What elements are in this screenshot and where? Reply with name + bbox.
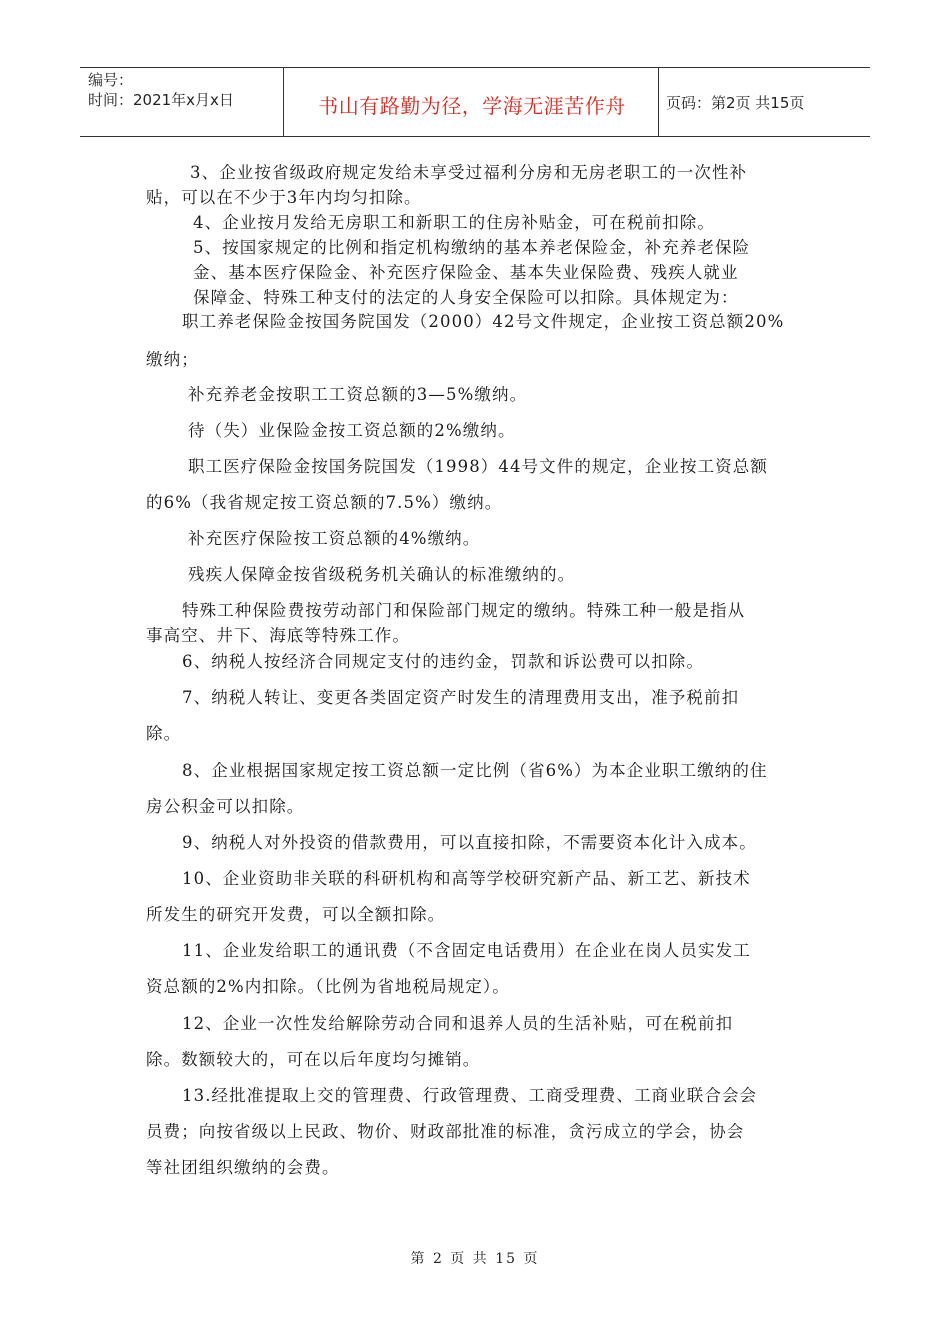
header-page-code: 页码：第2页 共15页 xyxy=(666,94,805,112)
text-line: 特殊工种保险费按劳动部门和保险部门规定的缴纳。特殊工种一般是指从 xyxy=(182,601,746,620)
text-line: 8、企业根据国家规定按工资总额一定比例（省6%）为本企业职工缴纳的住 xyxy=(182,761,768,780)
text-line: 职工养老保险金按国务院国发（2000）42号文件规定，企业按工资总额20% xyxy=(182,312,785,331)
text-line: 3、企业按省级政府规定发给未享受过福利分房和无房老职工的一次性补 xyxy=(190,163,748,182)
text-line: 10、企业资助非关联的科研机构和高等学校研究新产品、新工艺、新技术 xyxy=(182,869,751,888)
text-line: 4、企业按月发给无房职工和新职工的住房补贴金，可在税前扣除。 xyxy=(193,213,715,232)
text-line: 资总额的2%内扣除。（比例为省地税局规定）。 xyxy=(146,977,510,996)
text-line: 员费；向按省级以上民政、物价、财政部批准的标准，贪污成立的学会，协会 xyxy=(146,1122,745,1141)
text-line: 缴纳； xyxy=(146,350,199,369)
header-motto: 书山有路勤为径，学海无涯苦作舟 xyxy=(318,94,626,118)
time-label: 时间：2021年x月x日 xyxy=(88,91,234,109)
text-line: 保障金、特殊工种支付的法定的人身安全保险可以扣除。具体规定为： xyxy=(193,288,739,307)
text-line: 除。数额较大的，可在以后年度均匀摊销。 xyxy=(146,1050,481,1069)
text-line: 职工医疗保险金按国务院国发（1998）44号文件的规定，企业按工资总额 xyxy=(188,457,768,476)
page-header xyxy=(80,67,870,137)
header-meta xyxy=(88,70,288,110)
text-line: 9、纳税人对外投资的借款费用，可以直接扣除，不需要资本化计入成本。 xyxy=(182,833,757,852)
text-line: 待（失）业保险金按工资总额的2%缴纳。 xyxy=(188,421,516,440)
text-line: 残疾人保障金按省级税务机关确认的标准缴纳的。 xyxy=(188,565,576,584)
text-line: 房公积金可以扣除。 xyxy=(146,797,305,816)
text-line: 所发生的研究开发费，可以全额扣除。 xyxy=(146,905,446,924)
text-line: 除。 xyxy=(146,724,182,743)
serial-label: 编号： xyxy=(88,71,134,89)
text-line: 6、纳税人按经济合同规定支付的违约金，罚款和诉讼费可以扣除。 xyxy=(182,652,704,671)
text-line: 等社团组织缴纳的会费。 xyxy=(146,1158,340,1177)
page-footer: 第 2 页 共 15 页 xyxy=(410,1251,540,1267)
text-line: 金、基本医疗保险金、补充医疗保险金、基本失业保险费、残疾人就业 xyxy=(193,263,739,282)
text-line: 12、企业一次性发给解除劳动合同和退养人员的生活补贴，可在税前扣 xyxy=(182,1014,734,1033)
text-line: 贴，可以在不少于3年内均匀扣除。 xyxy=(146,188,422,207)
text-line: 13.经批准提取上交的管理费、行政管理费、工商受理费、工商业联合会会 xyxy=(182,1086,758,1105)
text-line: 补充医疗保险按工资总额的4%缴纳。 xyxy=(188,529,481,548)
text-line: 的6%（我省规定按工资总额的7.5%）缴纳。 xyxy=(146,493,503,512)
text-line: 补充养老金按职工工资总额的3—5%缴纳。 xyxy=(188,385,528,404)
text-line: 11、企业发给职工的通讯费（不含固定电话费用）在企业在岗人员实发工 xyxy=(182,941,751,960)
text-line: 5、按国家规定的比例和指定机构缴纳的基本养老保险金，补充养老保险 xyxy=(193,238,751,257)
text-line: 7、纳税人转让、变更各类固定资产时发生的清理费用支出，准予税前扣 xyxy=(182,688,740,707)
text-line: 事高空、井下、海底等特殊工作。 xyxy=(146,626,410,645)
